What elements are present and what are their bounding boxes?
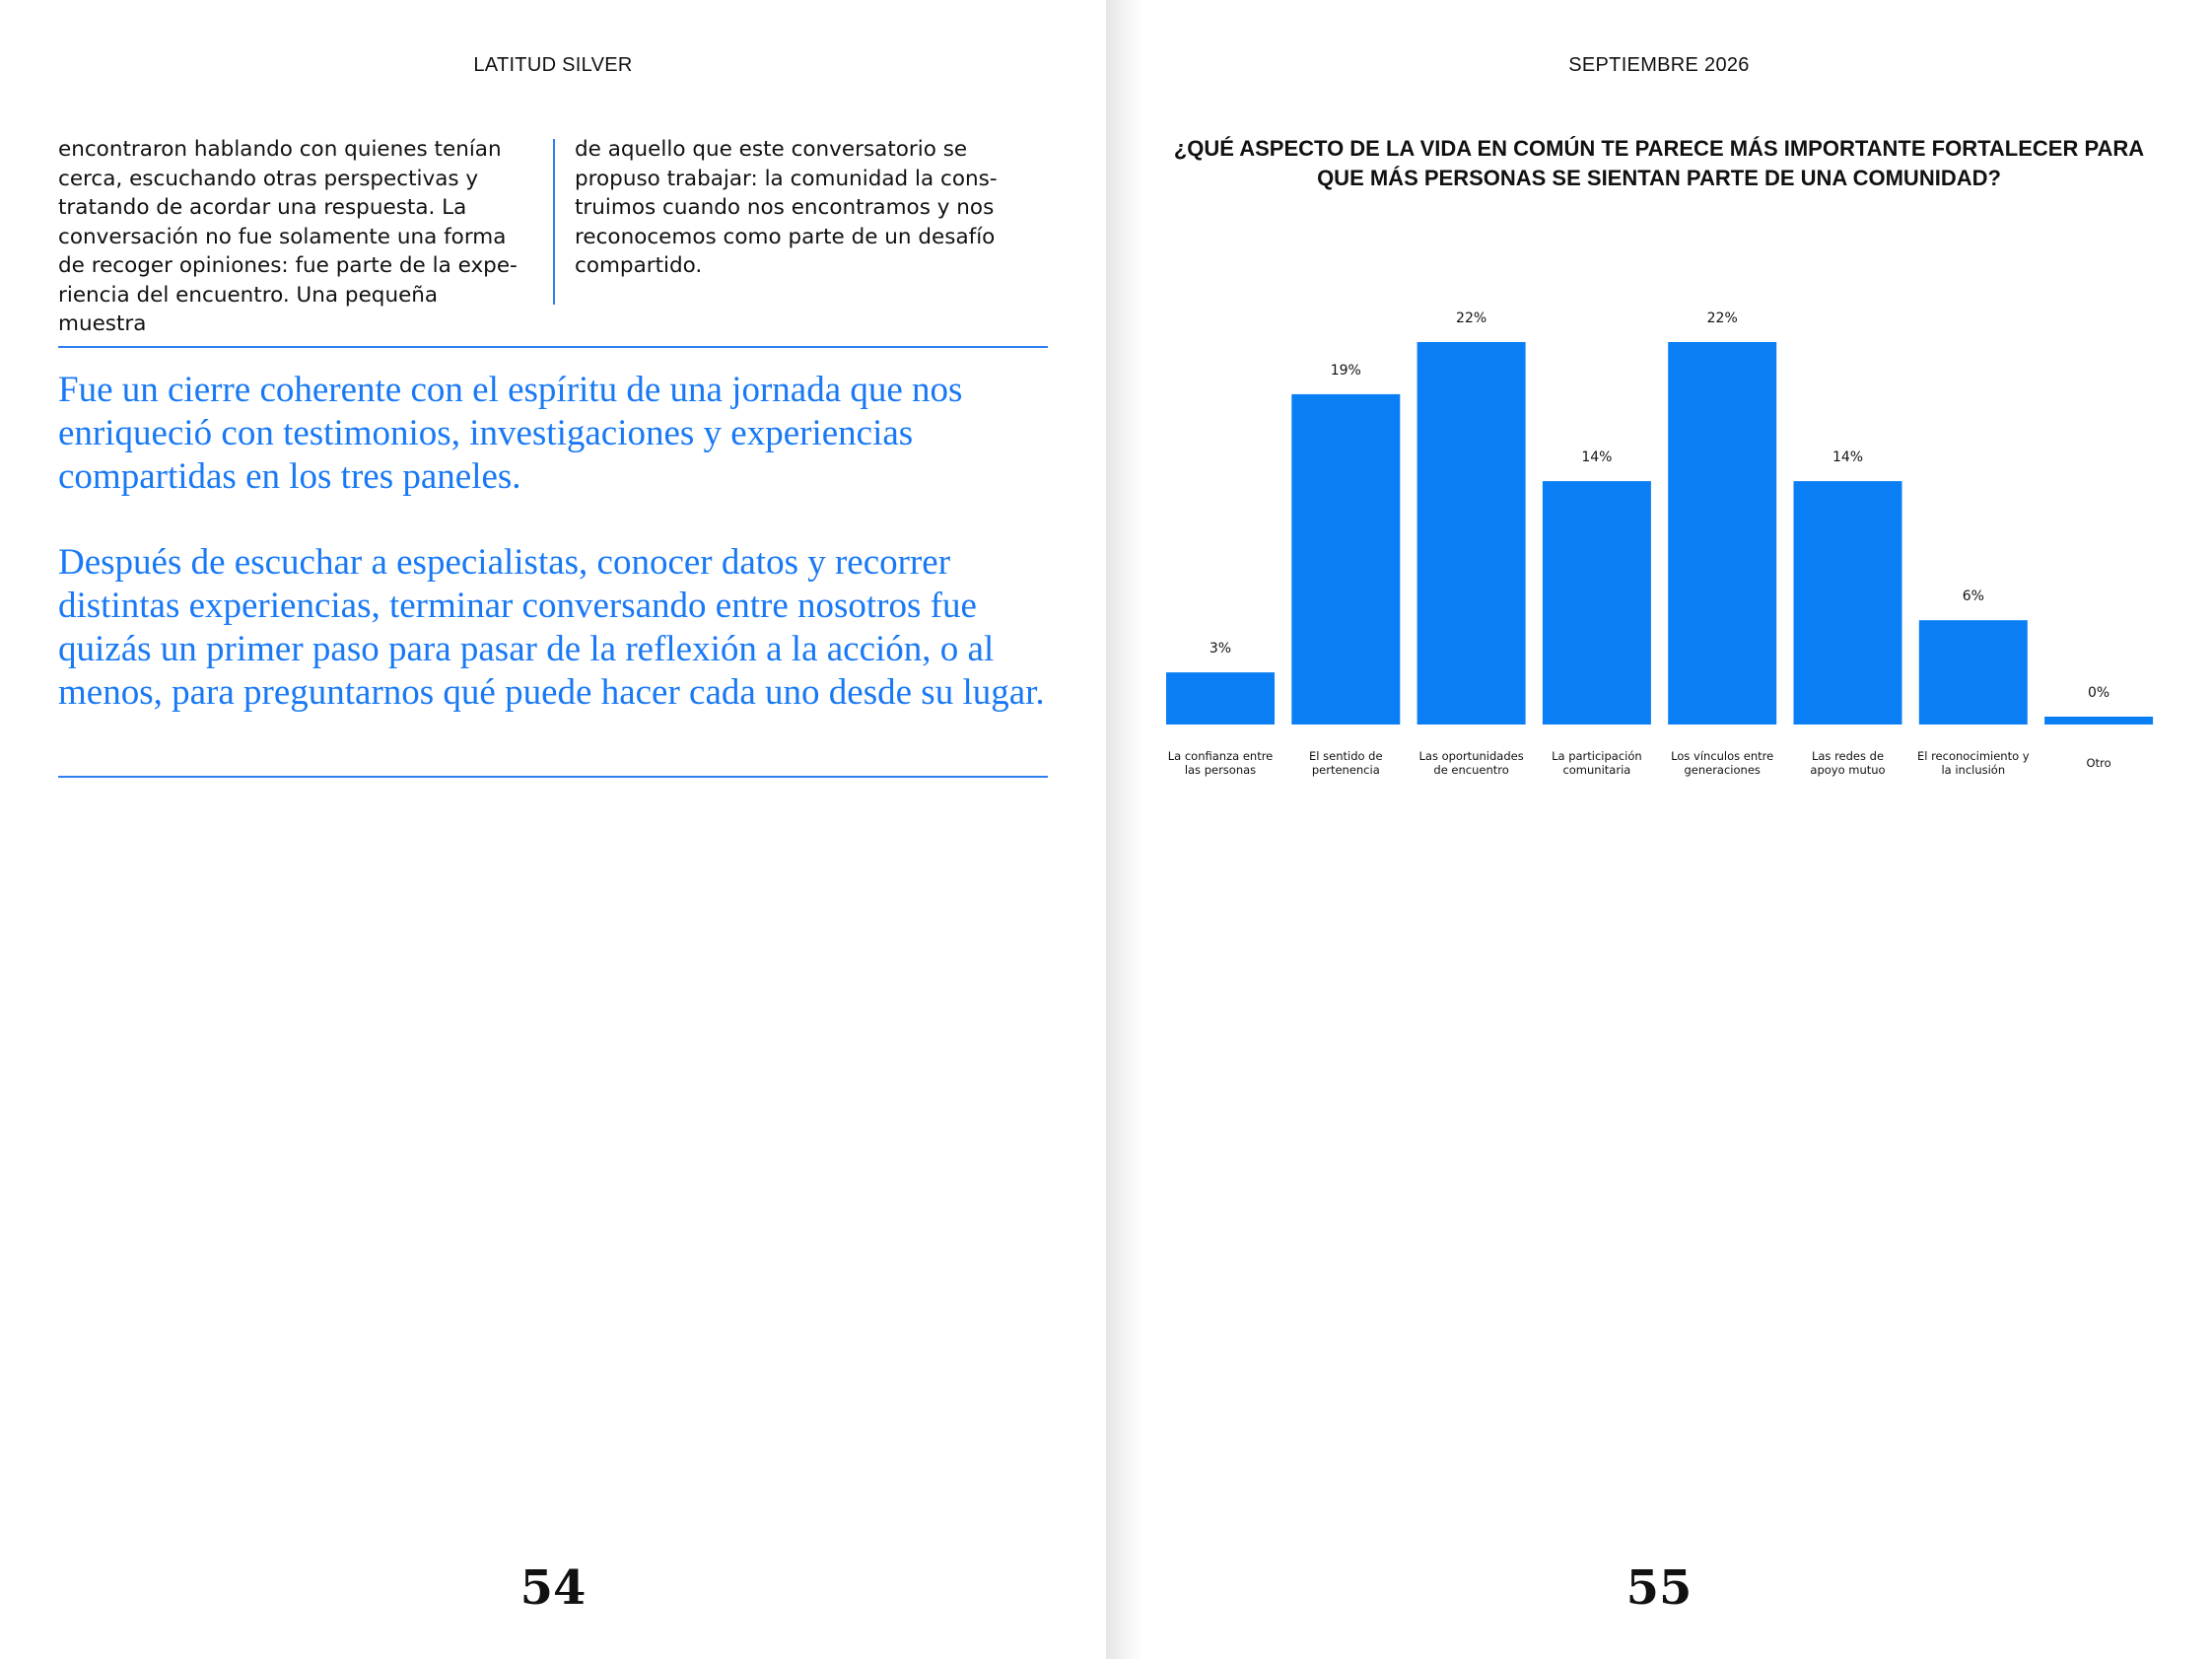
category-label: Otro: [2086, 756, 2111, 770]
bar-value-label: 14%: [1581, 449, 1613, 466]
running-head: LATITUD SILVER: [473, 54, 633, 76]
pull-quote-top-rule: [58, 346, 1048, 348]
bar: [1166, 672, 1275, 725]
bar: [1291, 394, 1400, 725]
bar: [1919, 620, 2028, 725]
category-label: Las redes de apoyo mutuo: [1810, 749, 1886, 777]
bar-value-label: 19%: [1330, 362, 1361, 379]
book-gutter-shadow: [1106, 0, 1141, 1659]
bar: [2044, 717, 2153, 725]
bar-value-label: 3%: [1209, 641, 1232, 657]
bar-value-label: 22%: [1706, 311, 1738, 326]
right-page: [1106, 0, 2212, 1659]
category-label: El sentido de pertenencia: [1309, 749, 1383, 777]
column-divider: [553, 139, 555, 305]
bar: [1417, 342, 1526, 725]
pull-quote-1: Fue un cierre coherente con el espíritu de una jornada que nos enriqueció con testimonios, investigaciones y experiencias compartidas en los tres paneles.: [58, 370, 963, 497]
page-number: 54: [519, 1560, 587, 1616]
bar-value-label: 22%: [1456, 311, 1487, 326]
bar-chart: [1106, 0, 2212, 808]
body-column-1: encontraron hablando con quienes tenían cerca, escuchando otras perspectivas y tratando de acordar una respuesta. La conversación no fue solamente una forma de recoger opiniones: fue parte de la experiencia del encuentro. Una pequeña muestra: [58, 137, 518, 336]
chart-title: ¿QUÉ ASPECTO DE LA VIDA EN COMÚN TE PARECE MÁS IMPORTANTE FORTALECER PARA QUE MÁS PERSONAS SE SIENTAN PARTE DE UNA COMUNIDAD?: [1173, 136, 2145, 190]
bar: [1543, 481, 1651, 725]
category-label: Los vínculos entre generaciones: [1671, 749, 1774, 777]
category-label: La participación comunitaria: [1552, 749, 1642, 777]
pull-quote-bottom-rule: [58, 776, 1048, 778]
category-label: La confianza entre las personas: [1167, 749, 1274, 777]
page-number: 55: [1625, 1560, 1693, 1616]
pull-quote-2: Después de escuchar a especialistas, conocer datos y recorrer distintas experiencias, terminar conversando entre nosotros fue quizás un primer paso para pasar de la reflexión a la acción, o al menos, para preguntarnos qué puede hacer cada uno desde su lugar.: [58, 542, 1045, 713]
running-head: SEPTIEMBRE 2026: [1568, 54, 1750, 76]
bar-value-label: 0%: [2087, 685, 2110, 701]
bar: [1668, 342, 1776, 725]
category-label: Las oportunidades de encuentro: [1418, 749, 1524, 777]
body-column-2: de aquello que este conversatorio se propuso trabajar: la comunidad la construimos cuando nos encontramos y nos reconocemos como parte de un desafío compartido.: [575, 137, 998, 278]
category-label: El reconocimiento y la inclusión: [1916, 749, 2030, 777]
bar: [1794, 481, 1902, 725]
bar-value-label: 14%: [1832, 449, 1864, 466]
bar-value-label: 6%: [1962, 588, 1984, 605]
